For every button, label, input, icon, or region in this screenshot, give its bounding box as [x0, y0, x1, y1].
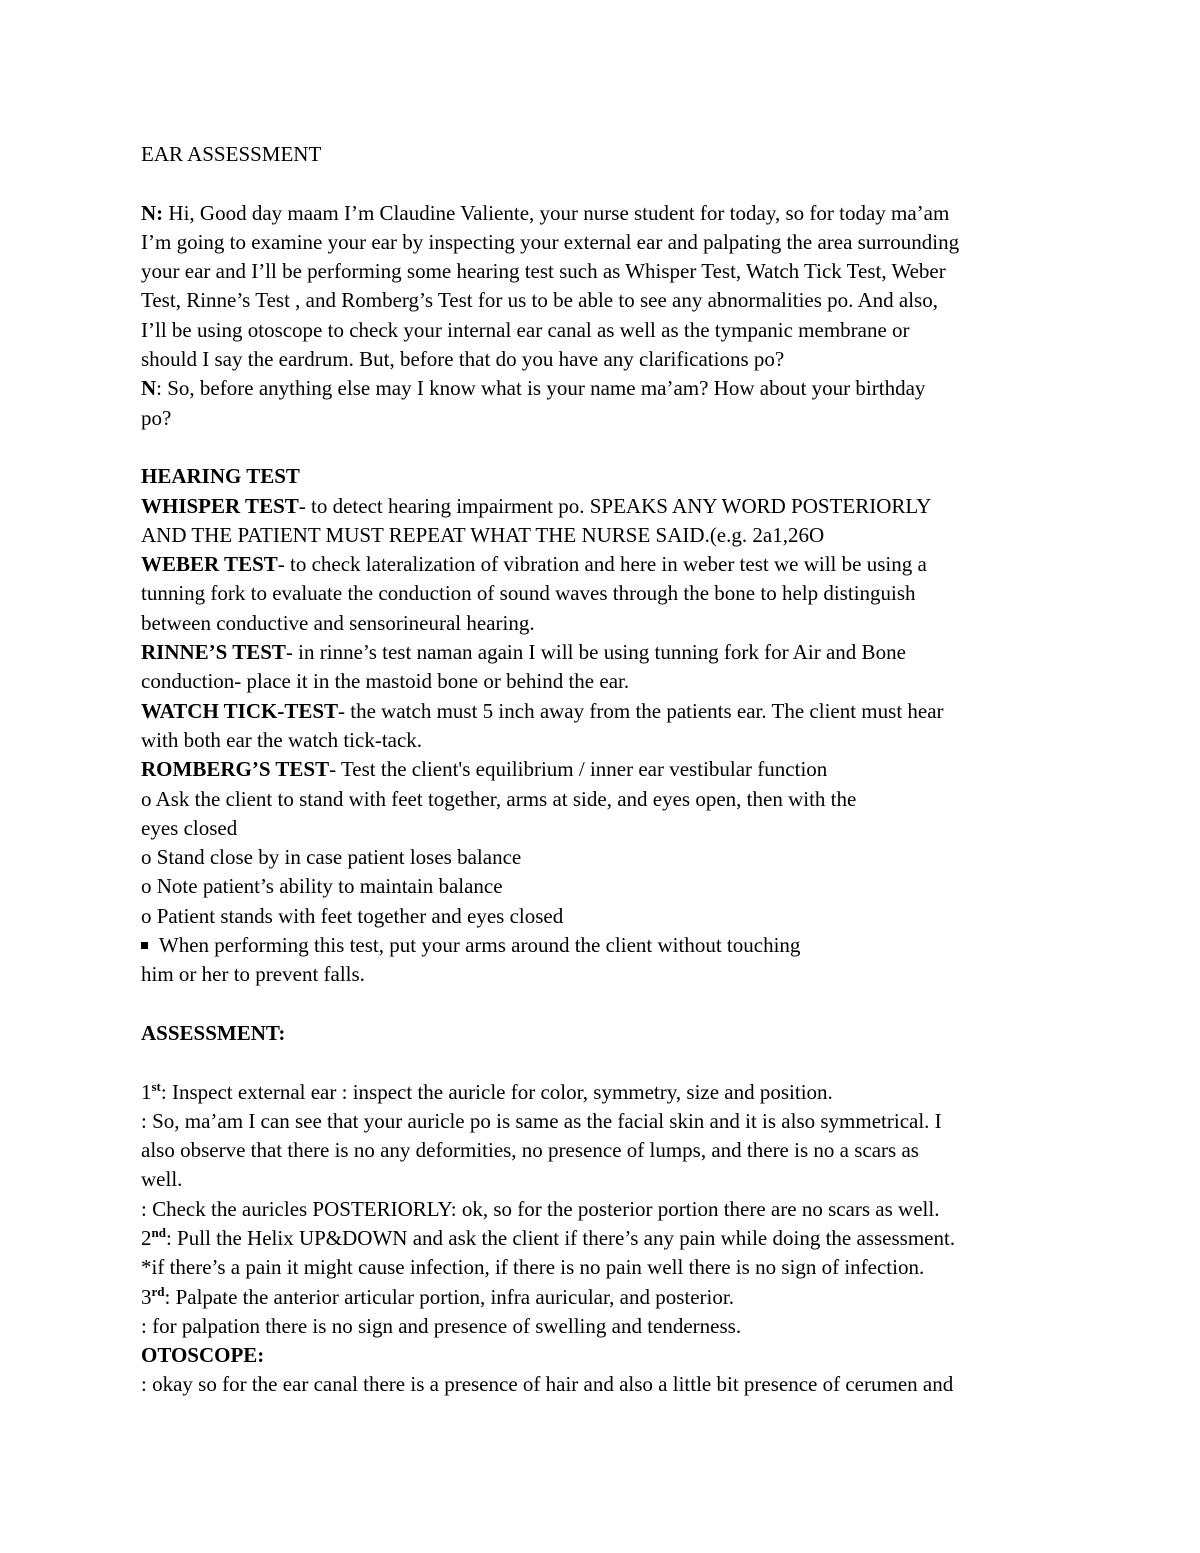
step1-line — [141, 1078, 1071, 1107]
assessment-heading — [141, 1019, 1071, 1048]
step-number: 1 — [141, 1079, 152, 1104]
whisper-test-line — [141, 492, 1071, 521]
test-label: WATCH TICK-TEST — [141, 698, 339, 723]
step-ordinal: rd — [151, 1283, 165, 1299]
step2-line — [141, 1224, 1071, 1253]
otoscope-heading — [141, 1341, 1071, 1370]
section-heading: ASSESSMENT: — [141, 1020, 286, 1045]
speaker-label: N — [141, 376, 157, 401]
rinne-test-line: conduction- place it in the mastoid bone or behind the ear. — [141, 669, 630, 694]
romberg-note — [141, 931, 1071, 960]
step1-line: : So, ma’am I can see that your auricle po is same as the facial skin and it is also symmetrical. I — [141, 1108, 942, 1133]
otoscope-line: : okay so for the ear canal there is a presence of hair and also a little bit presence of cerumen and — [141, 1372, 954, 1397]
test-text: - to detect hearing impairment po. SPEAKS ANY WORD POSTERIORLY — [298, 493, 932, 518]
spacer — [141, 990, 1071, 1019]
document-page — [141, 140, 1071, 1400]
test-label: RINNE’S TEST — [141, 640, 286, 665]
step-ordinal: st — [151, 1078, 161, 1094]
question-line: po? — [141, 405, 172, 430]
weber-test-line: tunning fork to evaluate the conduction of sound waves through the bone to help distinguish — [141, 581, 916, 606]
step1-line: well. — [141, 1167, 183, 1192]
intro-line: I’ll be using otoscope to check your internal ear canal as well as the tympanic membrane or — [141, 317, 910, 342]
step-text: : Inspect external ear : inspect the auricle for color, symmetry, size and position. — [160, 1079, 833, 1104]
romberg-step: o Note patient’s ability to maintain balance — [141, 874, 503, 899]
test-text: - in rinne’s test naman again I will be using tunning fork for Air and Bone — [285, 640, 906, 665]
step3-line: : for palpation there is no sign and presence of swelling and tenderness. — [141, 1313, 742, 1338]
spacer — [141, 433, 1071, 462]
watch-tick-test-line: with both ear the watch tick-tack. — [141, 727, 423, 752]
whisper-test-line: AND THE PATIENT MUST REPEAT WHAT THE NURSE SAID.(e.g. 2a1,26O — [141, 522, 825, 547]
test-text: - to check lateralization of vibration and here in weber test we will be using a — [277, 552, 927, 577]
watch-tick-test-line — [141, 697, 1071, 726]
test-label: ROMBERG’S TEST — [141, 757, 330, 782]
speaker-label: N: — [141, 200, 164, 225]
romberg-step: eyes closed — [141, 815, 238, 840]
weber-test-line — [141, 550, 1071, 579]
romberg-step: o Stand close by in case patient loses balance — [141, 845, 522, 870]
section-heading: HEARING TEST — [141, 464, 300, 489]
step-text: : Pull the Helix UP&DOWN and ask the client if there’s any pain while doing the assessment. — [165, 1225, 956, 1250]
test-label: WHISPER TEST — [141, 493, 299, 518]
romberg-step: o Patient stands with feet together and eyes closed — [141, 903, 564, 928]
step2-line: *if there’s a pain it might cause infection, if there is no pain well there is no sign of infection. — [141, 1255, 925, 1280]
romberg-step: o Ask the client to stand with feet together, arms at side, and eyes open, then with the — [141, 786, 857, 811]
intro-line: your ear and I’ll be performing some hearing test such as Whisper Test, Watch Tick Test, Weber — [141, 259, 946, 284]
square-bullet-icon — [141, 942, 148, 949]
rinne-test-line — [141, 638, 1071, 667]
spacer — [141, 169, 1071, 198]
step3-line — [141, 1283, 1071, 1312]
weber-test-line: between conductive and sensorineural hearing. — [141, 610, 535, 635]
question-line — [141, 374, 1071, 403]
step-text: : Palpate the anterior articular portion, infra auricular, and posterior. — [164, 1284, 734, 1309]
document-title: EAR ASSESSMENT — [141, 142, 322, 166]
test-text: - Test the client's equilibrium / inner ear vestibular function — [329, 757, 828, 782]
intro-line: I’m going to examine your ear by inspecting your external ear and palpating the area surrounding — [141, 229, 960, 254]
step-number: 2 — [141, 1225, 152, 1250]
intro-text: Hi, Good day maam I’m Claudine Valiente, your nurse student for today, so for today ma’am — [163, 200, 950, 225]
question-text: : So, before anything else may I know what is your name ma’am? How about your birthday — [156, 376, 926, 401]
spacer — [141, 1048, 1071, 1077]
step1-line: : Check the auricles POSTERIORLY: ok, so for the posterior portion there are no scars as well. — [141, 1196, 940, 1221]
note-text: When performing this test, put your arms around the client without touching — [154, 933, 801, 958]
step-ordinal: nd — [151, 1224, 166, 1240]
test-label: WEBER TEST — [141, 552, 278, 577]
romberg-test-line — [141, 755, 1071, 784]
section-heading: OTOSCOPE: — [141, 1343, 265, 1368]
step1-line: also observe that there is no any deformities, no presence of lumps, and there is no a scars as — [141, 1138, 919, 1163]
test-text: - the watch must 5 inch away from the patients ear. The client must hear — [338, 698, 944, 723]
step-number: 3 — [141, 1284, 152, 1309]
intro-line — [141, 199, 1071, 228]
intro-line: Test, Rinne’s Test , and Romberg’s Test for us to be able to see any abnormalities po. And also, — [141, 288, 938, 313]
hearing-test-heading — [141, 462, 1071, 491]
intro-line: should I say the eardrum. But, before that do you have any clarifications po? — [141, 347, 785, 372]
romberg-note: him or her to prevent falls. — [141, 962, 365, 987]
